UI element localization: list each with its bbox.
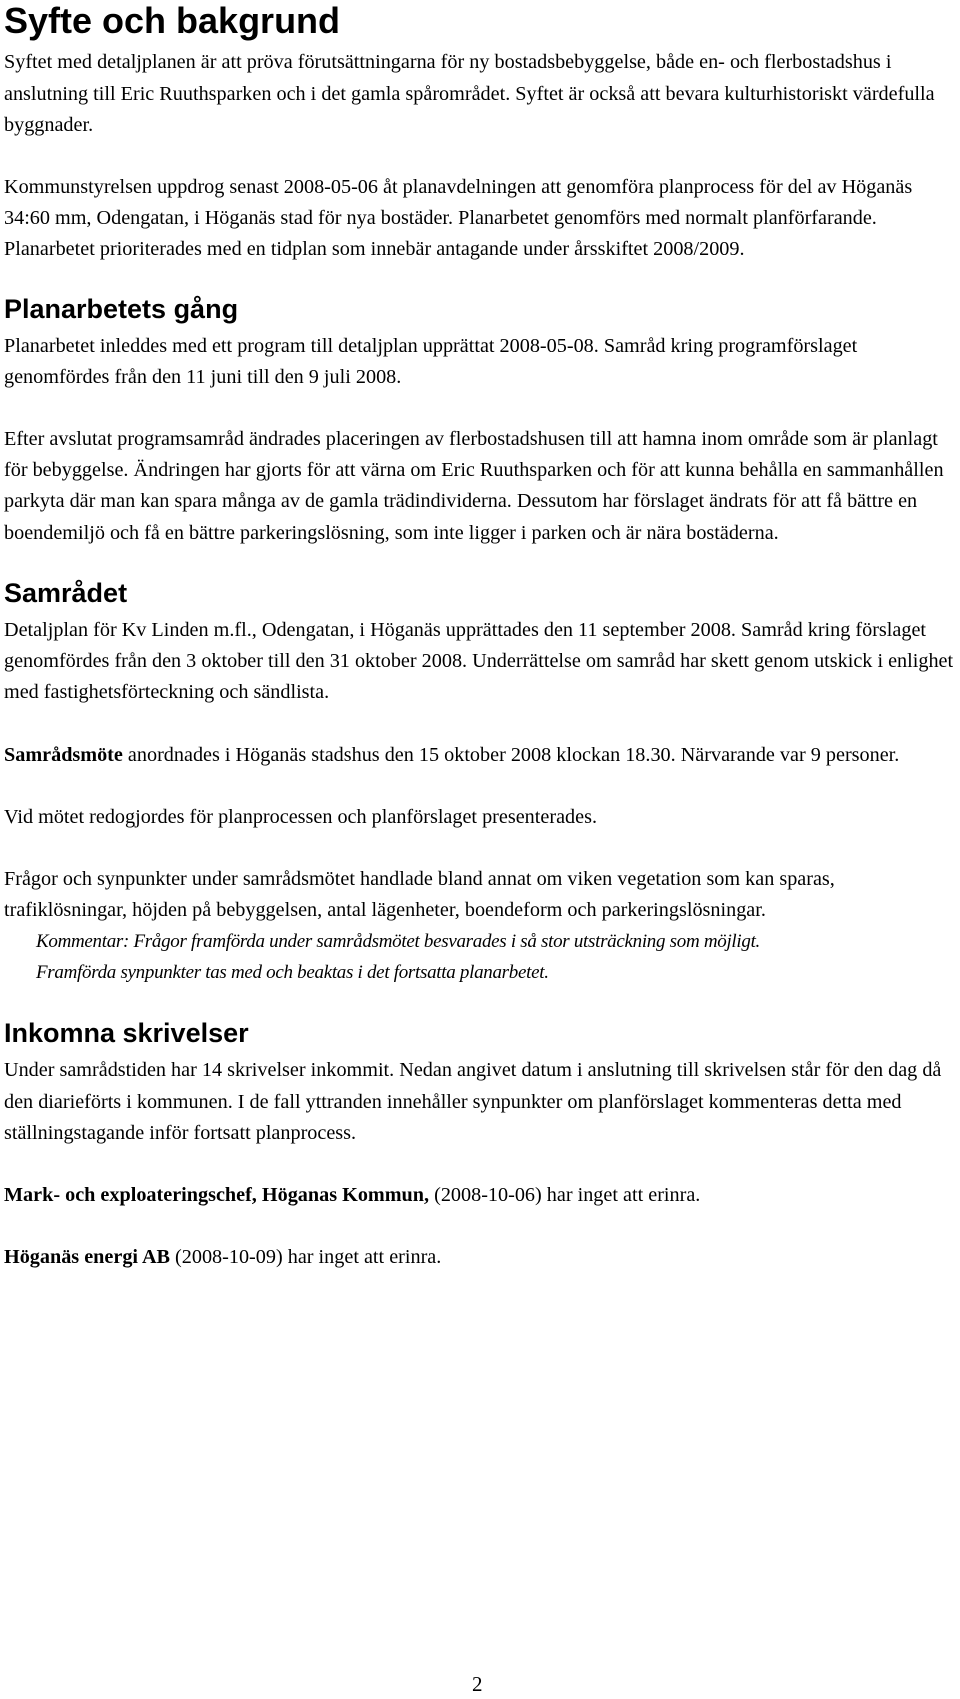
item-2-sender: Höganäs energi AB: [4, 1246, 170, 1269]
paragraph-under-samradstiden: Under samrådstiden har 14 skrivelser inkommit. Nedan angivet datum i anslutning till skrivelsen står för den dag då den diarieförts i kommunen. I de fall yttranden innehåller synpunkter om planförslaget kommenteras detta med ställningstagande inför fortsatt planprocess.: [4, 1059, 942, 1144]
samradsmote-label: Samrådsmöte: [4, 743, 123, 766]
paragraph-detaljplan: Detaljplan för Kv Linden m.fl., Odengatan, i Höganäs upprättades den 11 september 2008. Samråd kring förslaget genomfördes från den 3 oktober till den 31 oktober 2008. Underrättelse om samråd har skett genom utskick i enlighet med fastighetsförteckning och sändlista.: [4, 618, 954, 704]
paragraph-vid-motet: Vid mötet redogjordes för planprocessen och planförslaget presenterades.: [4, 805, 597, 828]
item-mark-och-exploatering: [4, 1180, 954, 1211]
paragraph-syfte: Syftet med detaljplanen är att pröva förutsättningarna för ny bostadsbebyggelse, både en- och flerbostadshus i anslutning till Eric Ruuthsparken och i det gamla spårområdet. Syftet är också att bevara kulturhistoriskt värdefulla byggnader.: [4, 51, 935, 136]
paragraph-efter-programsamrad: Efter avslutat programsamråd ändrades placeringen av flerbostadshusen till att hamna inom område som är planlagt för bebyggelse. Ändringen har gjorts för att värna om Eric Ruuthsparken och för att kunna behålla en sammanhållen parkyta där man kan spara många av de gamla trädindividerna. Dessutom har förslaget ändrats för att få bättre en boendemiljö och få en bättre parkeringslösning, som inte ligger i parken och är nära bostäderna.: [4, 428, 944, 544]
comment-line-1: Kommentar: Frågor framförda under samrådsmötet besvarades i så stor utsträckning som möjligt.: [36, 931, 761, 953]
item-1-sender: Mark- och exploateringschef, Höganas Kommun,: [4, 1184, 430, 1206]
heading-planarbetets-gang: Planarbetets gång: [4, 293, 239, 324]
heading-inkomna-skrivelser: Inkomna skrivelser: [4, 1018, 249, 1049]
item-2-text: (2008-10-09) har inget att erinra.: [170, 1246, 442, 1269]
document-page: [4, 0, 954, 1273]
heading-samradet: Samrådet: [4, 577, 128, 608]
paragraph-planarbetet-inleddes: Planarbetet inleddes med ett program till detaljplan upprättat 2008-05-08. Samråd kring programförslaget genomfördes från den 11 juni till den 9 juli 2008.: [4, 334, 858, 388]
paragraph-fragor: Frågor och synpunkter under samrådsmötet handlade bland annat om viken vegetation som kan sparas, trafiklösningar, höjden på bebyggelsen, antal lägenheter, boendeform och parkeringslösningar.: [4, 867, 835, 922]
item-hoganas-energi: [4, 1242, 954, 1273]
item-1-text: (2008-10-06) har inget att erinra.: [429, 1184, 701, 1206]
heading-syfte-och-bakgrund: Syfte och bakgrund: [4, 0, 341, 41]
samradsmote-text: anordnades i Höganäs stadshus den 15 oktober 2008 klockan 18.30. Närvarande var 9 personer.: [122, 743, 900, 766]
comment-line-2: Framförda synpunkter tas med och beaktas i det fortsatta planarbetet.: [36, 962, 549, 984]
page-number: 2: [472, 1672, 483, 1696]
paragraph-samradsmote: [4, 740, 954, 771]
paragraph-kommunstyrelsen: Kommunstyrelsen uppdrog senast 2008-05-06 åt planavdelningen att genomföra planprocess för del av Höganäs 34:60 mm, Odengatan, i Höganäs stad för nya bostäder. Planarbetet genomförs med normalt planförfarande. Planarbetet prioriterades med en tidplan som innebär antagande under årsskiftet 2008/2009.: [4, 176, 913, 261]
